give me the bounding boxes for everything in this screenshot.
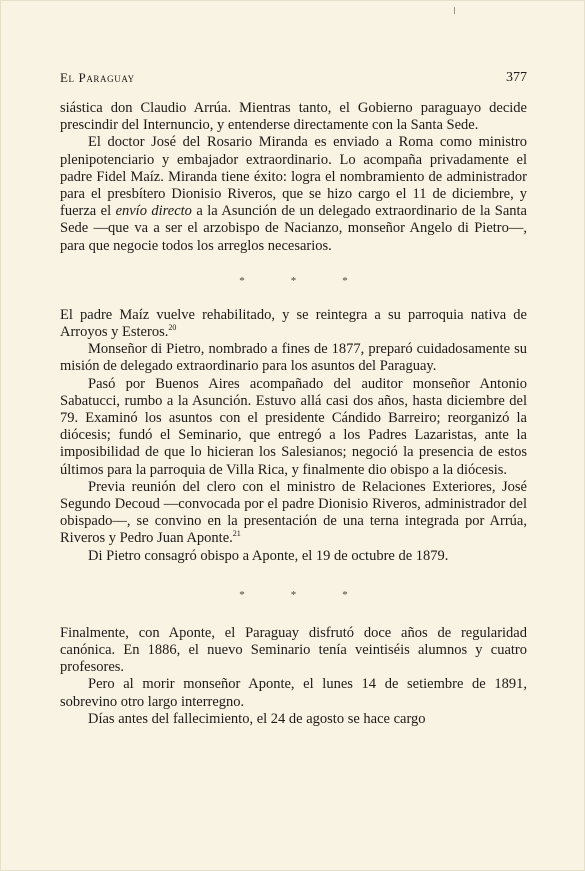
separator-star: * xyxy=(290,588,297,601)
paragraph-2-part-b: a la Asunción de un delegado extraordinario de la Santa Sede —que va a ser el arzobispo de Nacianzo, monseñor Angelo di Pietro—, para que negocie todos los arreglos necesarios. xyxy=(60,203,527,254)
paragraph-10: Días antes del fallecimiento, el 24 de agosto se hace cargo xyxy=(88,710,426,727)
footnote-ref-20: 20 xyxy=(168,323,177,333)
paragraph-1: siástica don Claudio Arrúa. Mientras tanto, el Gobierno paraguayo decide prescindir del Internuncio, y entenderse directamente con la Santa Sede. xyxy=(60,100,527,134)
emphasis-envio-directo: envío directo xyxy=(115,203,192,220)
separator-star: * xyxy=(239,274,245,287)
paragraph-2 xyxy=(60,134,527,254)
running-header xyxy=(60,70,527,88)
page-number: 377 xyxy=(506,70,527,85)
paragraph-3 xyxy=(60,307,527,341)
paragraph-9: Pero al morir monseñor Aponte, el lunes 14 de setiembre de 1891, sobrevino otro largo interregno. xyxy=(60,676,527,710)
separator-star: * xyxy=(342,274,348,287)
paragraph-3-text: El padre Maíz vuelve rehabilitado, y se reintegra a su parroquia nativa de Arroyos y Esteros. xyxy=(60,306,527,341)
section-separator xyxy=(60,565,527,625)
paragraph-4: Monseñor di Pietro, nombrado a fines de 1877, preparó cuidadosamente su misión de delegado extraordinario para los asuntos del Paraguay. xyxy=(60,341,527,375)
paragraph-6-text: Previa reunión del clero con el ministro de Relaciones Exteriores, José Segundo Decoud —convocada por el padre Dionisio Riveros, administrador del obispado—, se convino en la presentación de una terna integrada por Arrúa, Riveros y Pedro Juan Aponte. xyxy=(60,478,527,547)
paragraph-7: Di Pietro consagró obispo a Aponte, el 19 de octubre de 1879. xyxy=(88,547,449,564)
scan-mark xyxy=(454,7,455,14)
running-title: El Paraguay xyxy=(60,70,135,85)
paragraph-2-part-a: El doctor José del Rosario Miranda es enviado a Roma como ministro plenipotenciario y embajador extraordinario. Lo acompaña privadamente el padre Fidel Maíz. Miranda tiene éxito: logra el nombramiento de administrador para el presbítero Dionisio Riveros, que se hizo cargo el 11 de diciembre, y fuerza el xyxy=(60,134,527,220)
separator-star: * xyxy=(342,588,348,601)
separator-star: * xyxy=(239,588,245,601)
paragraph-8: Finalmente, con Aponte, el Paraguay disfrutó doce años de regularidad canónica. En 1886, el nuevo Seminario tenía veintiséis alumnos y cuatro profesores. xyxy=(60,624,527,676)
separator-star: * xyxy=(290,274,297,287)
body-text xyxy=(60,100,527,728)
paragraph-5: Pasó por Buenos Aires acompañado del auditor monseñor Antonio Sabatucci, rumbo a la Asunción. Estuvo allá casi dos años, hasta diciembre del 79. Examinó los asuntos con el presidente Cándido Barreiro; reorganizó la diócesis; fundó el Seminario, que entregó a los Padres Lazaristas, ante la imposibilidad de que lo hicieran los Salesianos; negoció la presencia de estos últimos para la parroquia de Villa Rica, y finalmente dio obispo a la diócesis. xyxy=(60,375,527,478)
paragraph-6 xyxy=(60,479,527,548)
footnote-ref-21: 21 xyxy=(232,529,241,539)
section-separator xyxy=(60,255,527,307)
